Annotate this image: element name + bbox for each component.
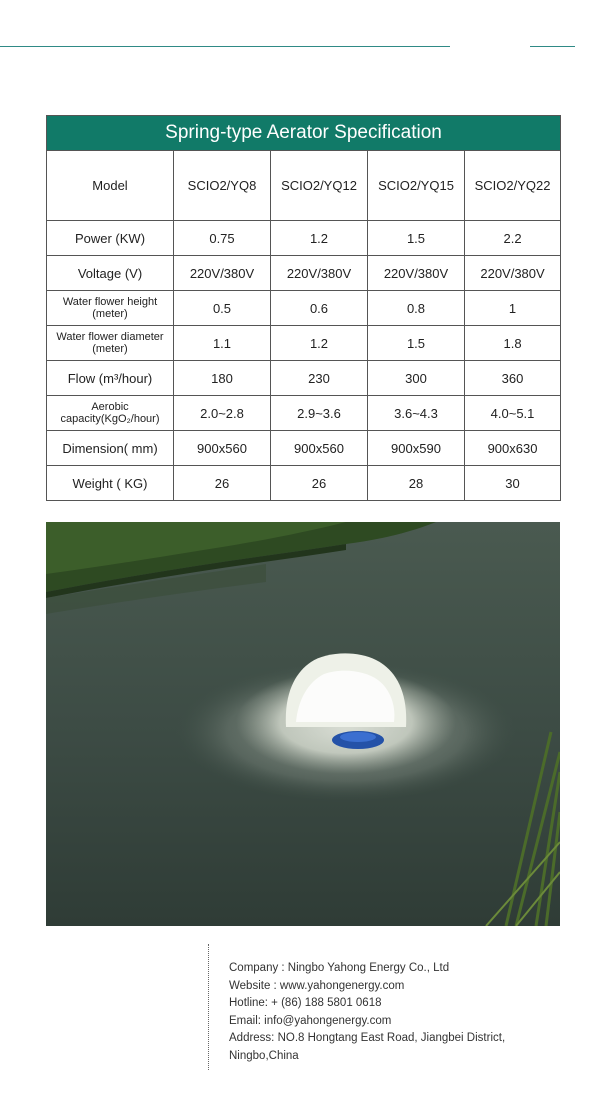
model-header: SCIO2/YQ12 [271, 151, 368, 221]
model-header: SCIO2/YQ22 [465, 151, 561, 221]
table-cell: 180 [174, 361, 271, 396]
address-line: Address: NO.8 Hongtang East Road, Jiangbei District, [229, 1032, 506, 1044]
website-link[interactable]: Website : www.yahongenergy.com [229, 979, 405, 992]
table-row-model [47, 151, 561, 221]
table-cell: 0.8 [368, 291, 465, 326]
row-label: Water flower diameter (meter) [47, 326, 174, 361]
table-cell: 1.2 [271, 221, 368, 256]
table-cell: 2.9~3.6 [271, 396, 368, 431]
table-cell: 360 [465, 361, 561, 396]
table-cell: 26 [174, 466, 271, 501]
top-accent-line [0, 46, 450, 47]
table-cell: 1.8 [465, 326, 561, 361]
table-cell: 28 [368, 466, 465, 501]
table-cell: 1.5 [368, 221, 465, 256]
table-row [47, 396, 561, 431]
table-cell: 1.1 [174, 326, 271, 361]
table-title: Spring-type Aerator Specification [47, 116, 561, 151]
contact-divider [208, 944, 209, 1070]
email-link[interactable]: Email: info@yahongenergy.com [229, 1014, 392, 1027]
table-cell: 900x590 [368, 431, 465, 466]
model-header: SCIO2/YQ15 [368, 151, 465, 221]
table-cell: 220V/380V [368, 256, 465, 291]
table-cell: 300 [368, 361, 465, 396]
table-cell: 0.5 [174, 291, 271, 326]
table-cell: 900x560 [271, 431, 368, 466]
table-cell: 1.2 [271, 326, 368, 361]
table-cell: 0.75 [174, 221, 271, 256]
row-label: Dimension( mm) [47, 431, 174, 466]
table-cell: 900x560 [174, 431, 271, 466]
spec-table [46, 115, 561, 501]
table-row [47, 466, 561, 501]
aerator-pond-photo [46, 522, 560, 926]
model-header: SCIO2/YQ8 [174, 151, 271, 221]
row-label: Flow (m³/hour) [47, 361, 174, 396]
row-label: Model [47, 151, 174, 221]
row-label: Aerobic capacity(KgO₂/hour) [47, 396, 174, 431]
row-label: Weight ( KG) [47, 466, 174, 501]
table-cell: 3.6~4.3 [368, 396, 465, 431]
table-cell: 4.0~5.1 [465, 396, 561, 431]
table-cell: 1 [465, 291, 561, 326]
hotline-number: Hotline: + (86) 188 5801 0618 [229, 997, 382, 1009]
top-accent-line-right [530, 46, 575, 47]
address-line: Ningbo,China [229, 1049, 299, 1062]
row-label: Voltage (V) [47, 256, 174, 291]
table-row [47, 256, 561, 291]
table-row [47, 291, 561, 326]
table-cell: 220V/380V [271, 256, 368, 291]
table-cell: 220V/380V [465, 256, 561, 291]
contact-block [229, 960, 569, 1065]
row-label: Power (KW) [47, 221, 174, 256]
table-cell: 30 [465, 466, 561, 501]
table-row [47, 221, 561, 256]
table-row [47, 361, 561, 396]
table-cell: 26 [271, 466, 368, 501]
table-cell: 230 [271, 361, 368, 396]
row-label: Water flower height (meter) [47, 291, 174, 326]
table-cell: 0.6 [271, 291, 368, 326]
table-cell: 2.2 [465, 221, 561, 256]
table-cell: 220V/380V [174, 256, 271, 291]
company-name: Company : Ningbo Yahong Energy Co., Ltd [229, 962, 450, 974]
table-row [47, 431, 561, 466]
table-row [47, 326, 561, 361]
table-cell: 900x630 [465, 431, 561, 466]
table-cell: 1.5 [368, 326, 465, 361]
table-cell: 2.0~2.8 [174, 396, 271, 431]
